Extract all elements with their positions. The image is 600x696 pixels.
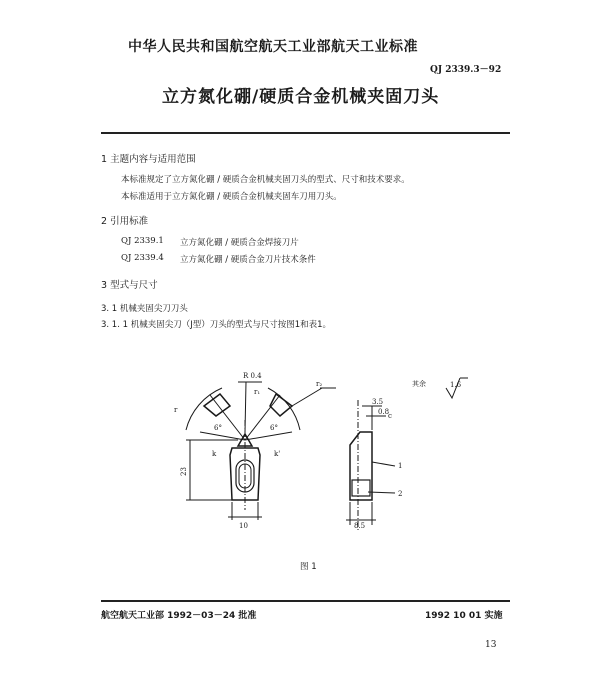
fig-label-k: k [212, 450, 217, 458]
fig-label-kprime: k' [274, 450, 281, 458]
standard-org-title: 中华人民共和国航空航天工业部航天工业标准 [128, 39, 418, 55]
fig-label-c: c [388, 412, 392, 420]
fig-label-6a: 6° [214, 424, 222, 432]
section-1-heading: 1 主题内容与适用范围 [101, 154, 196, 165]
ref-1-text: 立方氮化硼 / 硬质合金焊接刀片 [180, 238, 299, 248]
section-3-1-1-text: 3. 1. 1 机械夹固尖刀（J型）刀头的型式与尺寸按图1和表1。 [101, 320, 332, 330]
issued-date: 航空航天工业部 1992－03－24 批准 [101, 611, 257, 621]
figure-1-drawing [150, 360, 480, 540]
fig-label-10: 10 [239, 522, 248, 530]
ref-1-code: QJ 2339.1 [121, 236, 164, 246]
fig-label-6b: 6° [270, 424, 278, 432]
fig-label-r1: r₁ [254, 388, 261, 396]
fig-label-finish-val: 1.6 [450, 381, 462, 389]
fig-label-r2: r₂ [316, 380, 323, 388]
fig-label-23: 23 [180, 467, 188, 476]
document-title: 立方氮化硼/硬质合金机械夹固刀头 [162, 87, 440, 107]
section-1-para-1: 本标准规定了立方氮化硼 / 硬质合金机械夹固刀头的型式、尺寸和技术要求。 [121, 175, 410, 185]
effective-date: 1992 10 01 实施 [425, 611, 503, 621]
fig-label-35: 3.5 [372, 398, 384, 406]
section-2-heading: 2 引用标准 [101, 216, 149, 227]
fig-label-1: 1 [398, 462, 403, 470]
page-number: 13 [485, 640, 497, 650]
fig-label-r: r [174, 406, 178, 414]
footer-rule [101, 600, 510, 602]
figure-caption: 图 1 [300, 562, 317, 572]
fig-label-finish: 其余 [412, 380, 426, 388]
standard-code: QJ 2339.3－92 [430, 65, 502, 75]
section-3-1-heading: 3. 1 机械夹固尖刀刀头 [101, 304, 188, 314]
fig-label-r04: R 0.4 [243, 372, 262, 380]
ref-2-text: 立方氮化硼 / 硬质合金刀片技术条件 [180, 255, 316, 265]
fig-label-2: 2 [398, 490, 403, 498]
ref-2-code: QJ 2339.4 [121, 253, 164, 263]
section-3-heading: 3 型式与尺寸 [101, 280, 158, 291]
fig-label-08: 0.8 [378, 408, 390, 416]
fig-label-85: 8.5 [354, 522, 366, 530]
section-1-para-2: 本标准适用于立方氮化硼 / 硬质合金机械夹固车刀用刀头。 [121, 192, 342, 202]
title-rule [101, 132, 510, 134]
